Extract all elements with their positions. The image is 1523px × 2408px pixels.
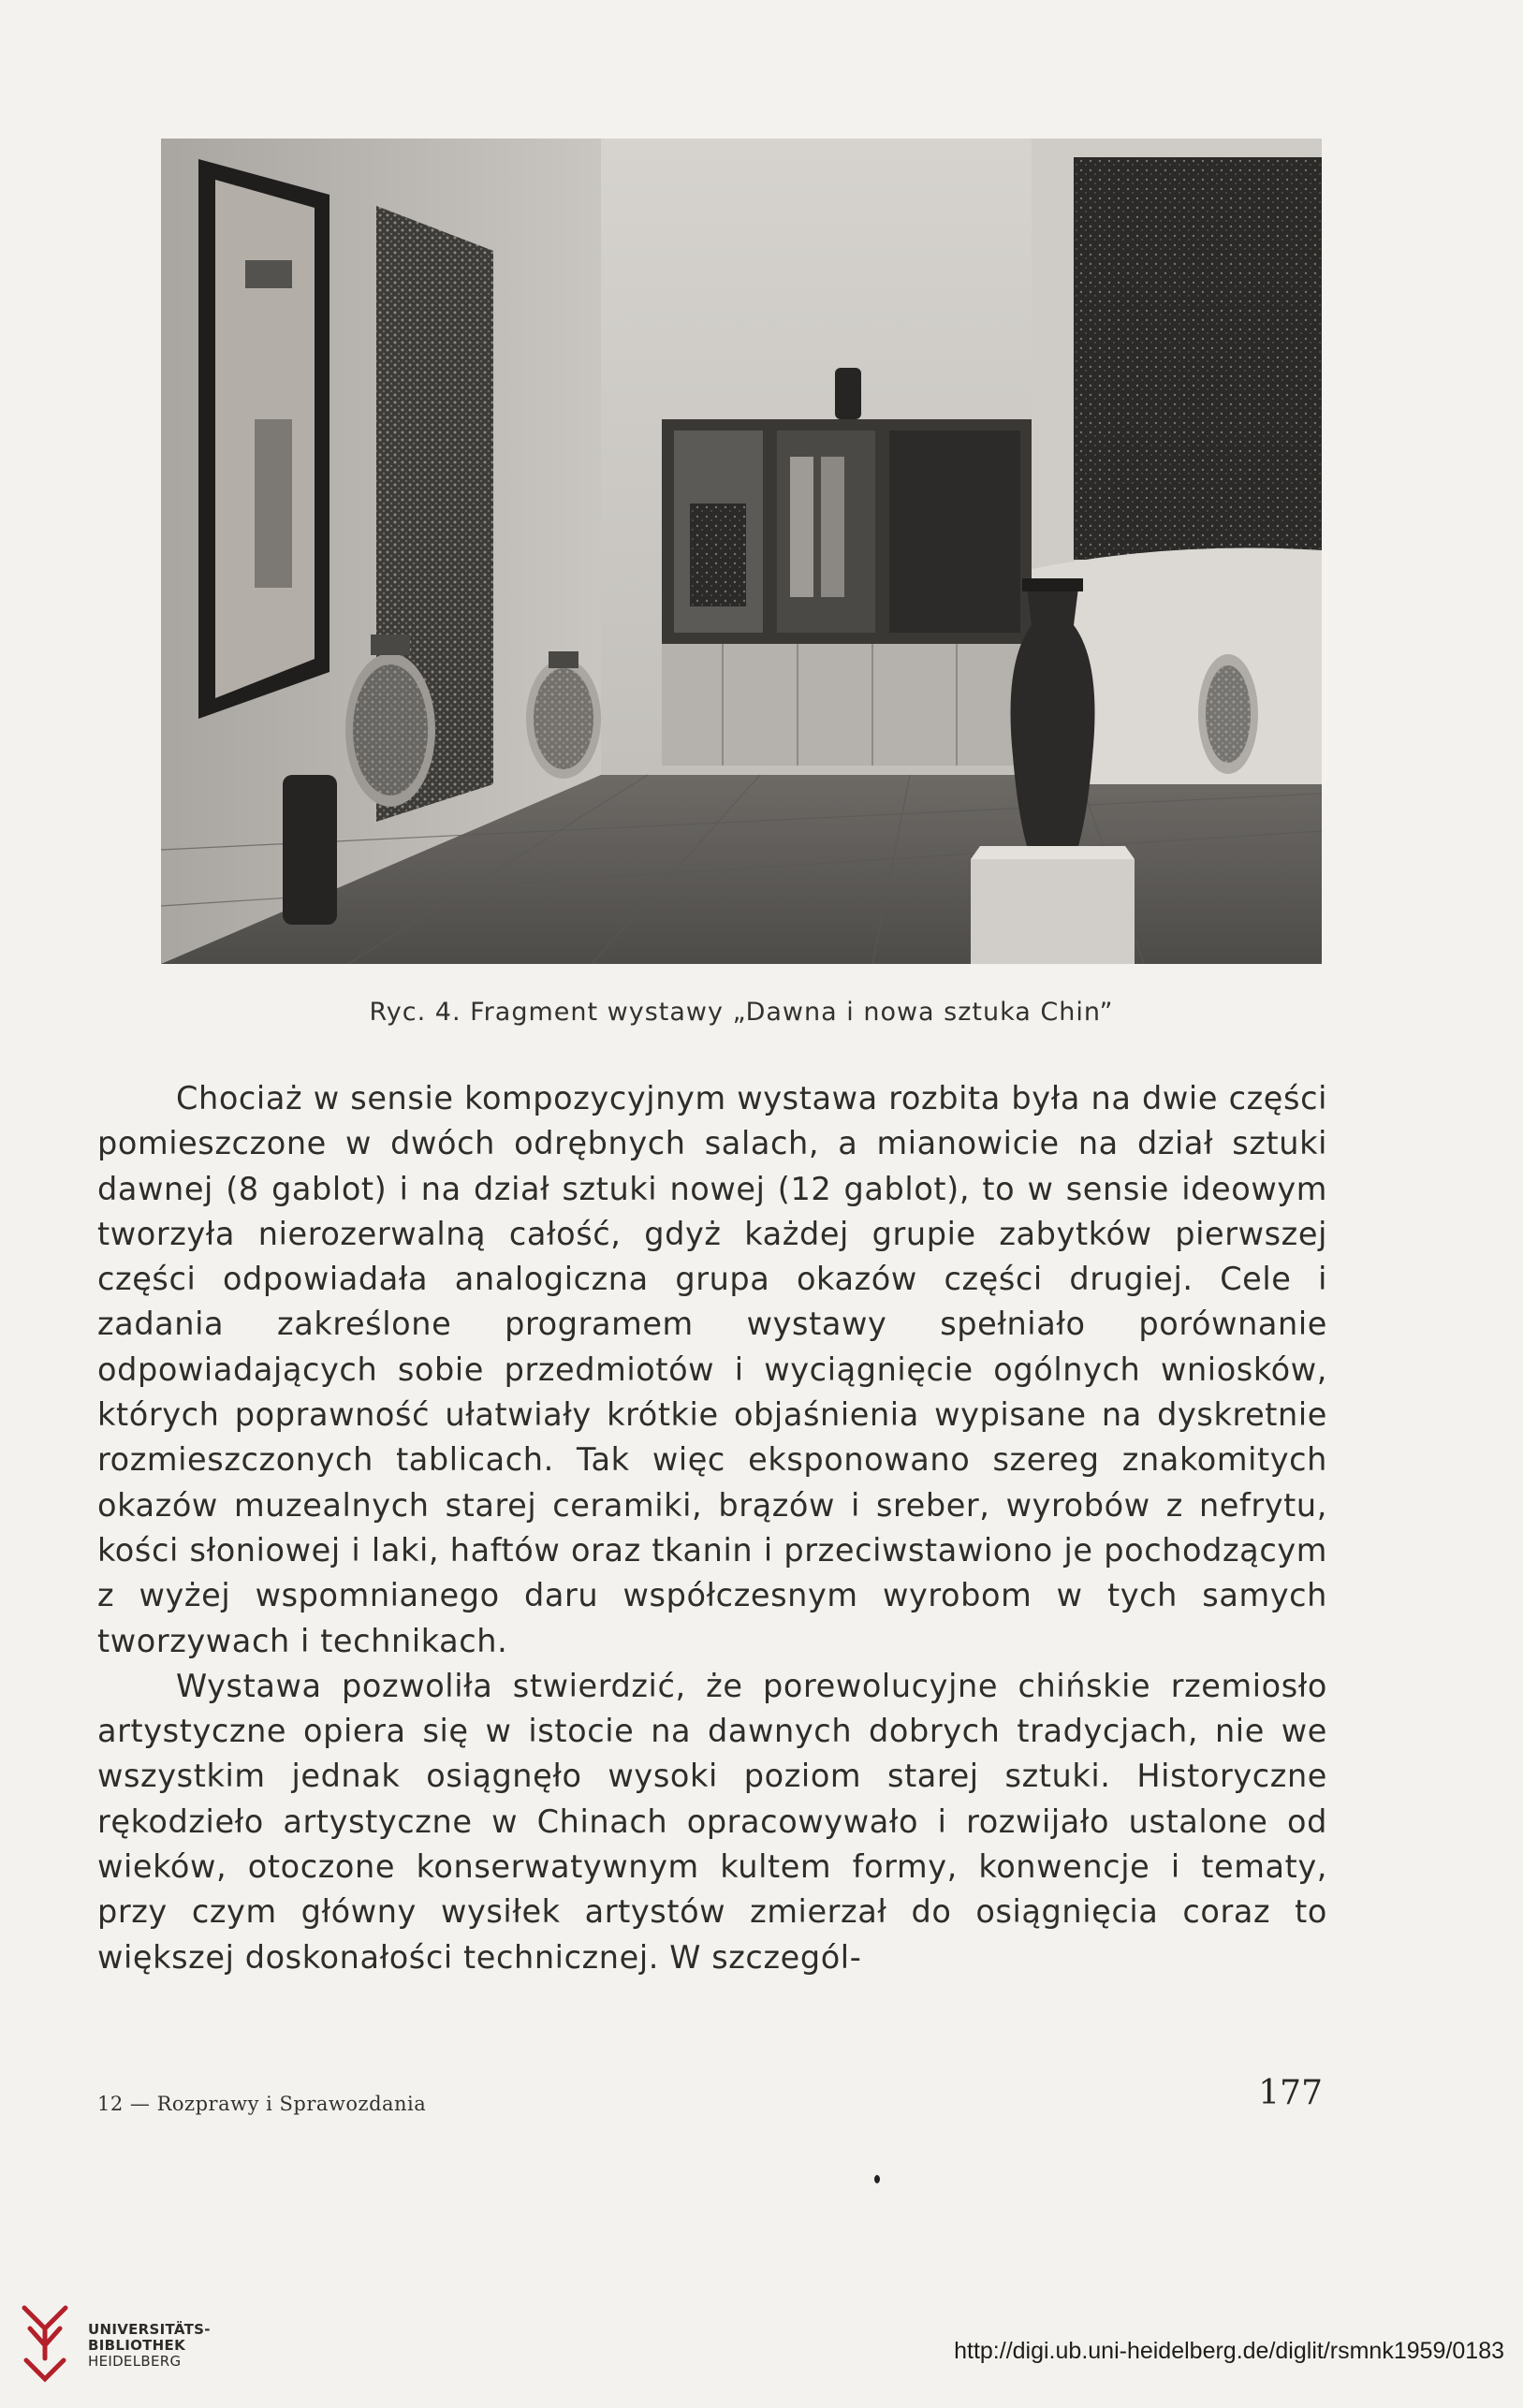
library-name <box>88 2322 211 2370</box>
library-name-line3: HEIDELBERG <box>88 2352 182 2370</box>
signature-mark: 12 — Rozprawy i Sprawozdania <box>97 2093 427 2115</box>
page-number: 177 <box>1258 2074 1323 2112</box>
paragraph-1: Chociaż w sensie kompozycyjnym wystawa rozbita była na dwie części pomieszczone w dwóch odrębnych salach, a mianowicie na dział sztuki dawnej (8 gablot) i na dział sztuki nowej (12 gablot), to w sensie ideowym tworzyła nierozerwalną całość, gdyż każdej grupie zabytków pierwszej części odpowiadała analogiczna grupa okazów części drugiej. Cele i zadania zakreślone programem wystawy spełniało porównanie odpowiadających sobie przedmiotów i wyciągnięcie ogólnych wniosków, których poprawność ułatwiały krótkie objaśnienia wypisane na dyskretnie rozmieszczonych tablicach. Tak więc eksponowano szereg znakomitych okazów muzealnych starej ceramiki, brązów i sreber, wyrobów z nefrytu, kości słoniowej i laki, haftów oraz tkanin i przeciwstawiono je pochodzącym z wyżej wspomnianego daru współczesnym wyrobom w tych samych tworzywach i technikach. <box>97 1080 1327 1659</box>
library-name-line2: BIBLIOTHEK <box>88 2336 185 2354</box>
exhibition-photograph <box>161 139 1322 964</box>
article-body <box>97 1076 1327 1980</box>
library-name-line1: UNIVERSITÄTS- <box>88 2320 211 2338</box>
library-emblem-icon <box>17 2300 75 2390</box>
digital-copy-url[interactable]: http://digi.ub.uni-heidelberg.de/diglit/rsmnk1959/0183 <box>954 2338 1504 2364</box>
paragraph-2: Wystawa pozwoliła stwierdzić, że porewolucyjne chińskie rzemiosło artystyczne opiera się w istocie na dawnych dobrych tradycjach, nie we wszystkim jednak osiągnęło wysoki poziom starej sztuki. Historyczne rękodzieło artystyczne w Chinach opracowywało i rozwijało ustalone od wieków, otoczone konserwatywnym kultem formy, konwencje i tematy, przy czym główny wysiłek artystów zmierzał do osiągnięcia coraz to większej doskonałości technicznej. W szczegól- <box>97 1667 1327 1976</box>
exhibition-hall-image <box>161 139 1322 964</box>
figure-caption: Ryc. 4. Fragment wystawy „Dawna i nowa sztuka Chin” <box>369 998 1114 1027</box>
scan-speck <box>874 2175 880 2183</box>
library-logo[interactable] <box>17 2299 211 2392</box>
